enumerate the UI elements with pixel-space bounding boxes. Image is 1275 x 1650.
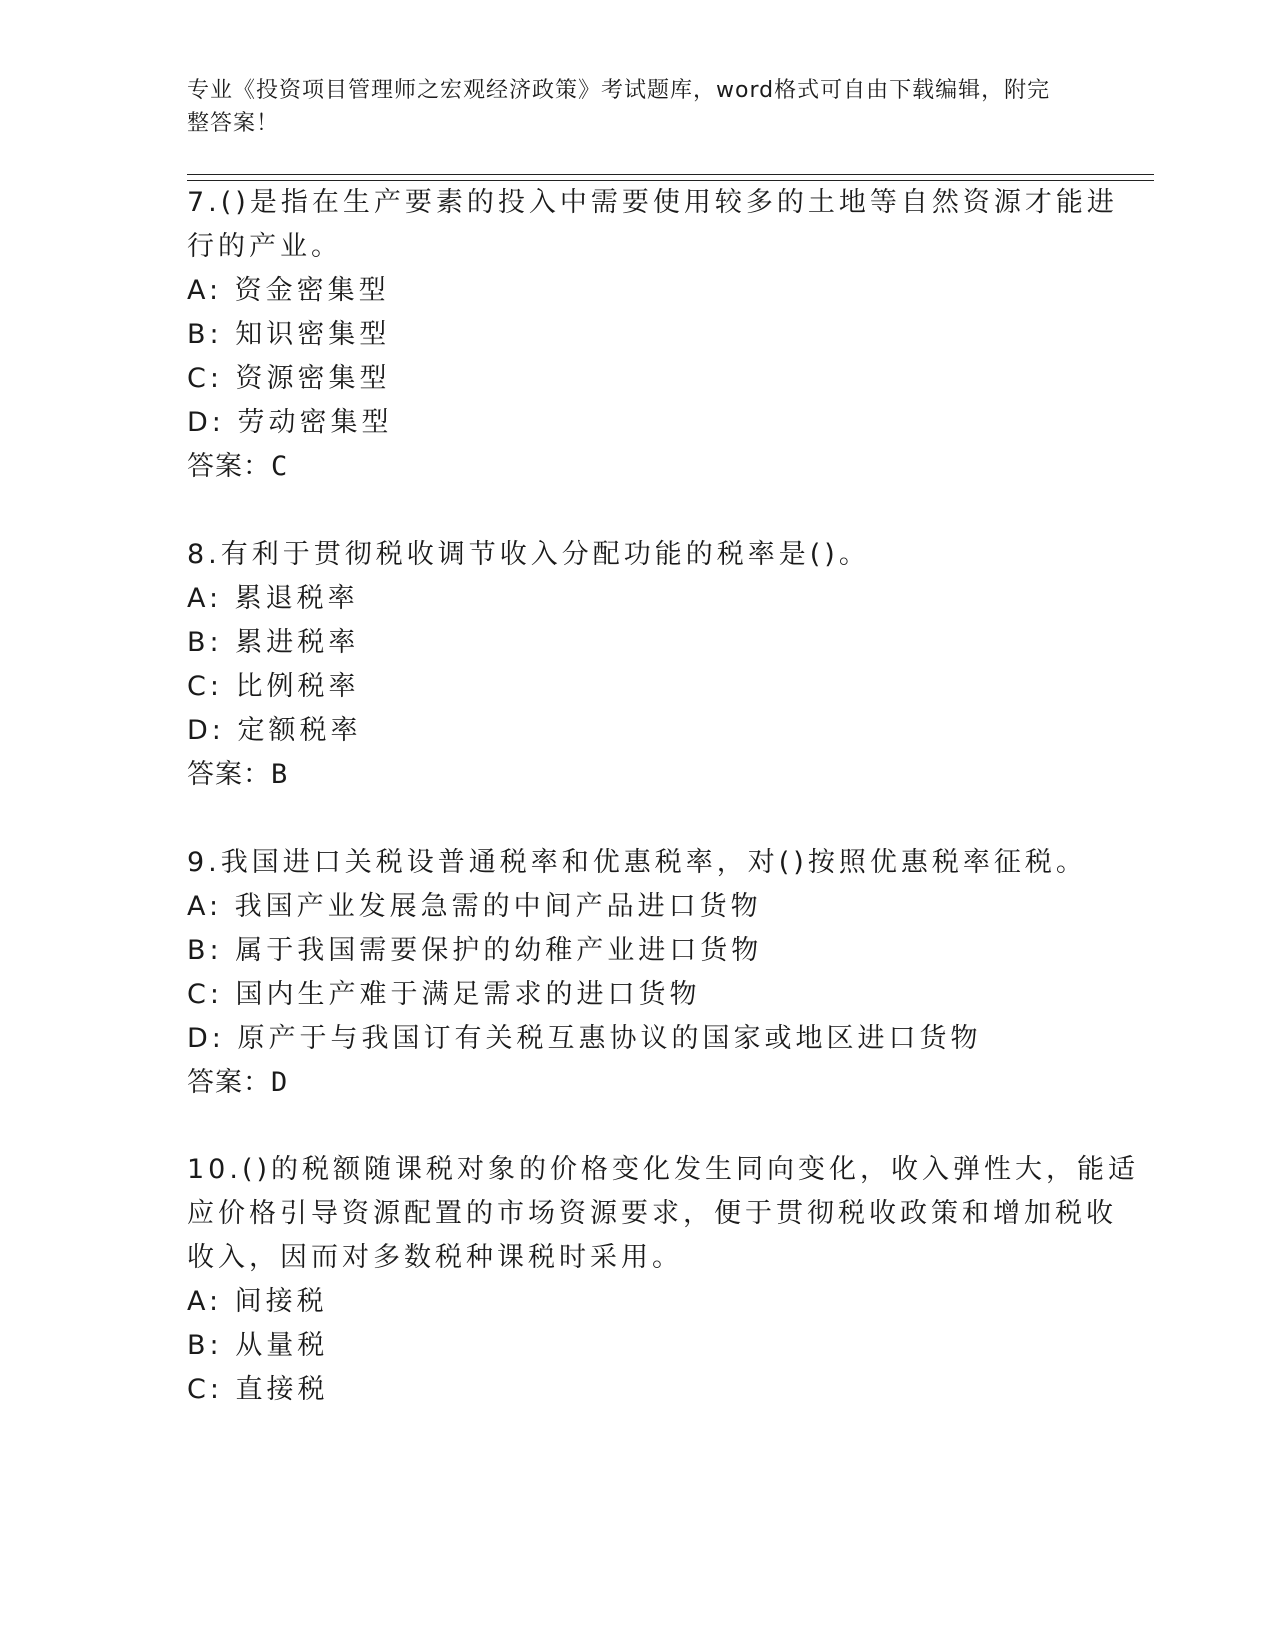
question-8-option-b: B: 累进税率 [187,627,360,658]
header-divider-top [187,174,1154,175]
question-10-stem-line-3: 收入，因而对多数税种课税时采用。 [187,1242,683,1273]
question-7-stem-line-1: 7.()是指在生产要素的投入中需要使用较多的土地等自然资源才能进 [187,187,1118,218]
question-10-option-a: A: 间接税 [187,1286,328,1317]
question-10-stem-line-1: 10.()的税额随课税对象的价格变化发生同向变化，收入弹性大，能适 [187,1154,1140,1185]
question-9-stem-line-1: 9.我国进口关税设普通税率和优惠税率，对()按照优惠税率征税。 [187,847,1087,878]
question-10-option-c: C: 直接税 [187,1374,329,1405]
question-9-option-b: B: 属于我国需要保护的幼稚产业进口货物 [187,935,763,966]
question-7-answer [187,450,288,484]
answer-label: 答案： [187,759,271,790]
question-8-stem-line-1: 8.有利于贯彻税收调节收入分配功能的税率是()。 [187,539,870,570]
question-8-option-d: D: 定额税率 [187,715,362,746]
question-7-option-c: C: 资源密集型 [187,363,391,394]
question-8-option-a: A: 累退税率 [187,583,359,614]
header-divider-bottom [187,180,1154,181]
question-7-option-d: D: 劳动密集型 [187,407,393,438]
question-10-option-b: B: 从量税 [187,1330,329,1361]
document-header: 专业《投资项目管理师之宏观经济政策》考试题库，word格式可自由下载编辑，附完整答案！ [187,78,1051,136]
answer-value: D [271,1067,289,1098]
question-7-option-a: A: 资金密集型 [187,275,390,306]
question-10-stem-line-2: 应价格引导资源配置的市场资源要求，便于贯彻税收政策和增加税收 [187,1198,1117,1229]
answer-label: 答案： [187,451,271,482]
answer-value: C [271,451,289,482]
answer-label: 答案： [187,1067,271,1098]
question-7-stem-line-2: 行的产业。 [187,231,342,262]
question-8-option-c: C: 比例税率 [187,671,360,702]
question-9-option-d: D: 原产于与我国订有关税互惠协议的国家或地区进口货物 [187,1023,982,1054]
question-9-option-c: C: 国内生产难于满足需求的进口货物 [187,979,701,1010]
question-7-option-b: B: 知识密集型 [187,319,391,350]
question-9-option-a: A: 我国产业发展急需的中间产品进口货物 [187,891,762,922]
answer-value: B [271,759,289,790]
question-9-answer [187,1066,288,1100]
question-8-answer [187,758,288,792]
